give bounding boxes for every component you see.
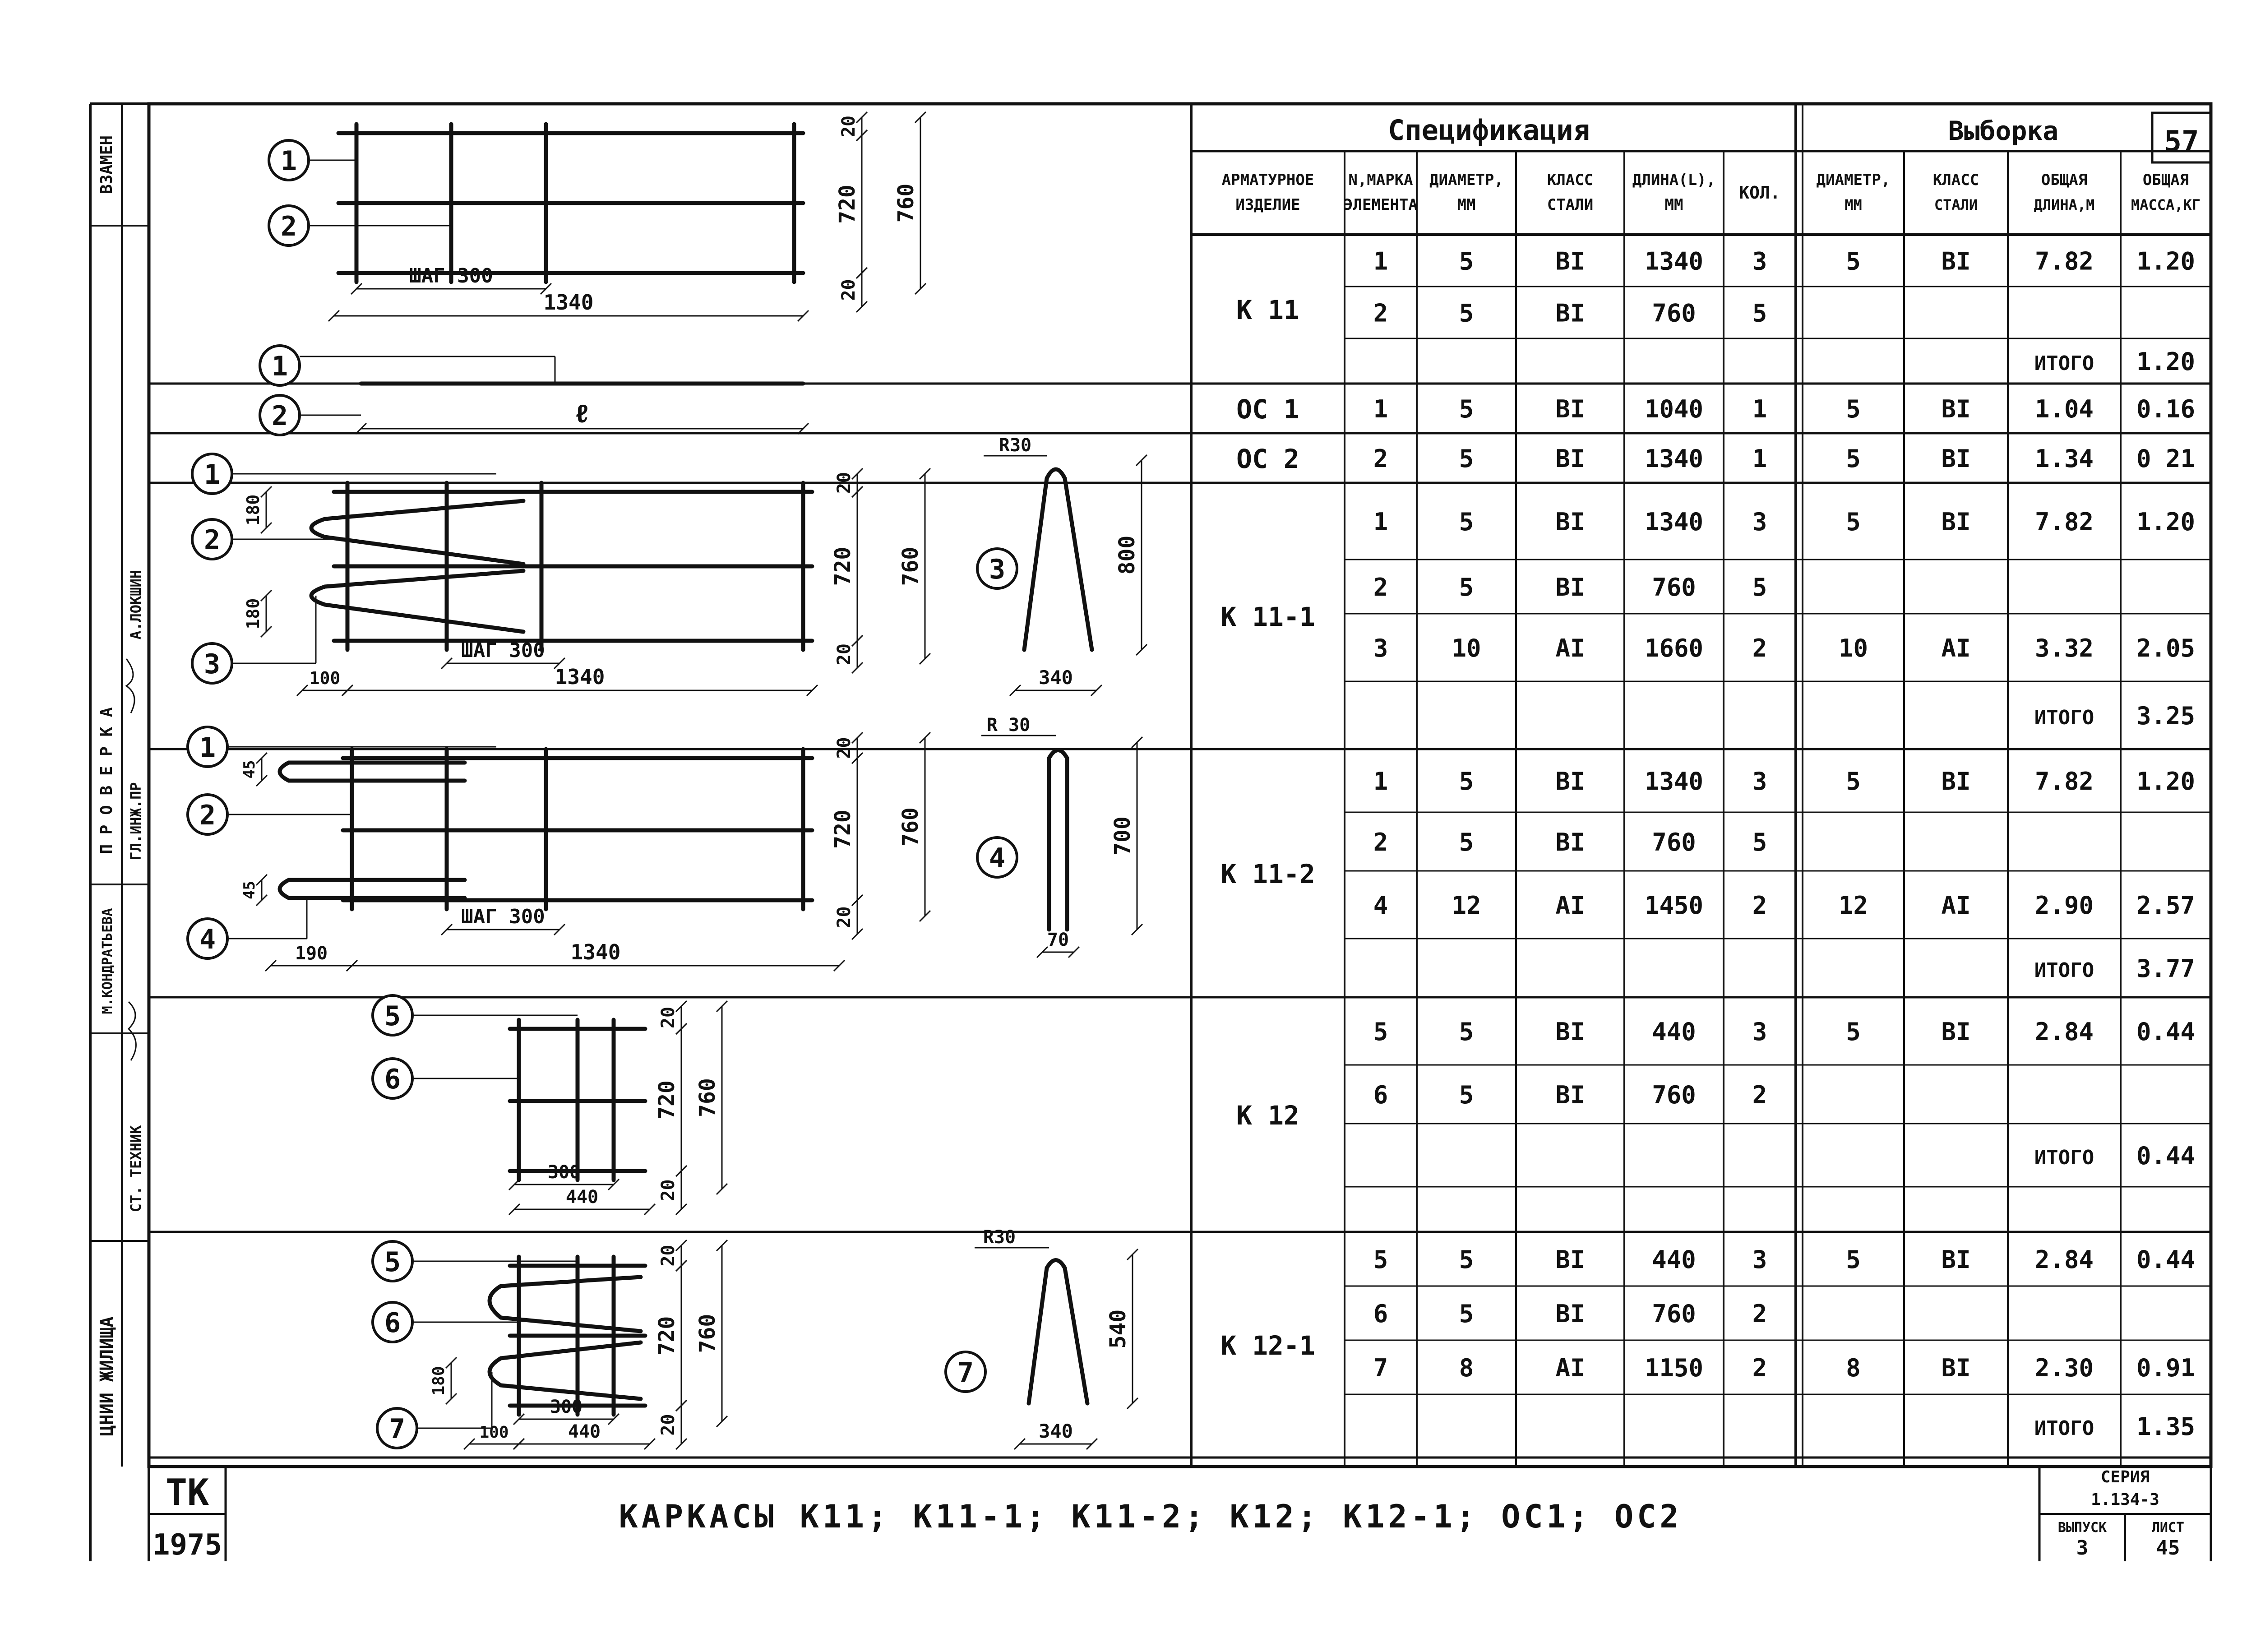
vyborka-header: ДИАМЕТР, [1816,171,1891,189]
sheet-title: КАРКАСЫ К11; К11-1; К11-2; К12; К12-1; ОС1; ОС2 [619,1498,1683,1535]
cell-d: 10 [1452,634,1481,662]
cell-smass: 0.44 [2136,1245,2196,1274]
k111-dim-step: ШАГ 300 [461,639,545,662]
cell-qty: 1 [1752,444,1767,473]
k112-dim-len: 1340 [570,940,621,964]
k121-hook-top [490,1277,641,1331]
cell-qty: 3 [1752,1018,1767,1046]
cell-smass: 1.35 [2136,1412,2196,1441]
k121-dim-300: 300 [550,1397,583,1417]
cell-smass: 1.20 [2136,347,2196,376]
cell-scls: BI [1941,247,1971,276]
cell-d: 5 [1459,508,1474,536]
cell-smass: 2.57 [2136,891,2196,920]
os-marker-1: 1 [271,351,288,382]
cell-smass: 0.16 [2136,395,2196,423]
cell-slen: 2.90 [2034,891,2094,920]
sheet-frame [90,104,2211,1561]
cell-slen: ИТОГО [2034,706,2094,729]
k11-dim-step: ШАГ 300 [409,264,493,287]
cell-mark: 1 [1373,508,1388,536]
cell-len: 1150 [1644,1354,1704,1382]
cell-d: 8 [1459,1354,1474,1382]
cell-mark: 7 [1373,1354,1388,1382]
k11-dim-len: 1340 [543,290,594,315]
vypusk-label: ВЫПУСК [2057,1520,2107,1536]
cell-len: 760 [1652,573,1696,602]
k111-dim-720: 720 [830,546,855,586]
cell-d: 12 [1452,891,1481,920]
cell-sd: 10 [1838,634,1868,662]
k112-dim-760: 760 [898,807,923,847]
k111-dim-180a: 180 [243,494,263,526]
cell-qty: 1 [1752,395,1767,423]
seria-value: 1.134-3 [2091,1490,2159,1509]
cell-slen: 2.30 [2034,1354,2094,1382]
cell-cls: BI [1555,573,1585,602]
cell-len: 1040 [1644,395,1704,423]
vyborka-header: СТАЛИ [1934,196,1978,213]
cell-len: 1660 [1644,634,1704,662]
title-block [153,1468,2184,1562]
cell-mark: 4 [1373,891,1388,920]
cell-len: 760 [1652,1300,1696,1328]
cell-qty: 2 [1752,891,1767,920]
drawings-area [188,112,1147,1449]
k112-dim-20a: 20 [834,737,855,759]
cell-cls: BI [1555,299,1585,328]
k111-dim-180b: 180 [243,598,263,629]
spec-header: СТАЛИ [1547,196,1594,214]
item-label: К 11-1 [1220,602,1315,632]
cell-d: 5 [1459,395,1474,423]
k112-marker-4: 4 [199,924,216,955]
cell-mark: 2 [1373,444,1388,473]
k112-bent-bar-4 [1049,750,1067,930]
k111-dim-len: 1340 [555,665,605,689]
k121-dim-340: 340 [1039,1420,1073,1442]
cell-slen: 2.84 [2034,1018,2094,1046]
k112-bent-marker-4: 4 [989,842,1006,874]
vypusk-value: 3 [2076,1536,2089,1559]
seria-label: СЕРИЯ [2100,1468,2150,1486]
side-kondratieva: М.КОНДРАТЬЕВА [100,908,116,1014]
spec-header: N,МАРКА [1348,171,1413,189]
cell-sd: 5 [1846,444,1861,473]
k112-dim-70: 70 [1047,930,1069,950]
signature-tekhnik [129,1002,136,1060]
side-st-tekhnik: СТ. ТЕХНИК [127,1125,144,1212]
k111-bent-marker-3: 3 [989,554,1006,585]
cell-sd: 5 [1846,1245,1861,1274]
k112-hook-bot [280,880,465,898]
k112-dim-20b: 20 [834,906,855,928]
cell-d: 5 [1459,299,1474,328]
vyborka-header: ДЛИНА,М [2034,196,2095,213]
cell-qty: 2 [1752,634,1767,662]
spec-header: ДЛИНА(L), [1632,171,1716,189]
cell-mark: 6 [1373,1300,1388,1328]
cell-smass: 1.20 [2136,767,2196,796]
k11-dim-20a: 20 [838,115,859,138]
cell-smass: 0.44 [2136,1142,2196,1170]
cell-mark: 1 [1373,247,1388,276]
cell-d: 5 [1459,444,1474,473]
k11-dim-20b: 20 [838,279,859,301]
cell-slen: ИТОГО [2034,352,2094,375]
k111-dim-340: 340 [1039,666,1073,689]
cell-cls: BI [1555,247,1585,276]
cell-qty: 5 [1752,573,1767,602]
cell-d: 5 [1459,1018,1474,1046]
k121-dim-180: 180 [430,1366,448,1396]
item-label: К 11 [1236,295,1299,325]
cell-sd: 5 [1846,1018,1861,1046]
cell-cls: BI [1555,395,1585,423]
k121-dim-20a: 20 [658,1245,679,1267]
k11-marker-1: 1 [280,145,297,177]
year-label: 1975 [152,1528,222,1562]
spec-header: ДИАМЕТР, [1429,171,1503,189]
k12-marker-6: 6 [384,1064,401,1095]
cell-len: 760 [1652,828,1696,856]
k111-dim-800: 800 [1114,535,1140,575]
cell-cls: BI [1555,444,1585,473]
cell-qty: 3 [1752,767,1767,796]
cell-len: 440 [1652,1245,1696,1274]
k111-dim-20a: 20 [834,472,855,494]
k121-bent-marker-7: 7 [957,1357,974,1388]
cell-mark: 2 [1373,828,1388,856]
vyborka-header: КЛАСС [1932,171,1979,189]
k111-dim-760: 760 [898,546,923,586]
k121-hook-bot [490,1342,641,1399]
vyborka-header: ОБЩАЯ [2142,171,2189,189]
k111-dim-20b: 20 [834,643,855,666]
spec-header: ИЗДЕЛИЕ [1235,196,1300,214]
cell-sd: 5 [1846,247,1861,276]
cell-d: 5 [1459,1300,1474,1328]
spec-header: ММ [1457,196,1476,214]
k11-marker-2: 2 [280,211,297,242]
cell-scls: BI [1941,767,1971,796]
cell-sd: 5 [1846,767,1861,796]
k112-hook-top [280,763,465,781]
cell-cls: BI [1555,508,1585,536]
k12-dim-440: 440 [565,1187,599,1208]
cell-len: 1450 [1644,891,1704,920]
cell-len: 1340 [1644,508,1704,536]
cell-qty: 5 [1752,299,1767,328]
cell-smass: 0.91 [2136,1354,2196,1382]
cell-len: 1340 [1644,444,1704,473]
cell-scls: BI [1941,1354,1971,1382]
list-label: ЛИСТ [2151,1520,2185,1536]
cell-mark: 1 [1373,767,1388,796]
signature-proverka [126,659,134,713]
cell-mark: 1 [1373,395,1388,423]
cell-qty: 2 [1752,1354,1767,1382]
k112-radius: R 30 [986,715,1031,736]
cell-len: 1340 [1644,247,1704,276]
k112-dim-45a: 45 [240,760,259,779]
k111-hook-top [311,501,523,564]
cell-scls: BI [1941,1018,1971,1046]
sheet-number: 57 [2164,125,2199,158]
k121-dim-540: 540 [1105,1309,1131,1349]
cell-qty: 2 [1752,1081,1767,1109]
cell-cls: AI [1555,891,1585,920]
cell-smass: 3.25 [2136,702,2196,730]
cell-mark: 5 [1373,1245,1388,1274]
cell-sd: 8 [1846,1354,1861,1382]
k121-dim-100: 100 [479,1423,509,1442]
cell-cls: BI [1555,1018,1585,1046]
spec-header: АРМАТУРНОЕ [1221,171,1314,189]
spec-header: КОЛ. [1739,183,1780,203]
side-stamp [90,135,149,1436]
cell-sd: 12 [1838,891,1868,920]
k121-dim-720: 720 [654,1316,680,1356]
item-label: ОС 1 [1236,394,1299,425]
k111-marker-3: 3 [203,648,221,680]
k112-dim-720: 720 [830,810,855,849]
k111-marker-1: 1 [203,459,221,491]
cell-len: 440 [1652,1018,1696,1046]
cell-scls: AI [1941,634,1971,662]
cell-smass: 1.20 [2136,247,2196,276]
cell-d: 5 [1459,573,1474,602]
cell-qty: 3 [1752,247,1767,276]
cell-qty: 5 [1752,828,1767,856]
cell-sd: 5 [1846,508,1861,536]
cell-slen: 7.82 [2034,508,2094,536]
cell-mark: 2 [1373,299,1388,328]
cell-mark: 2 [1373,573,1388,602]
k121-marker-5: 5 [384,1246,401,1278]
k121-dim-760: 760 [695,1314,720,1353]
k12-dim-300: 300 [547,1162,581,1183]
cell-slen: 7.82 [2034,247,2094,276]
cell-d: 5 [1459,1245,1474,1274]
k11-dim-760: 760 [893,183,919,223]
cell-slen: 1.04 [2034,395,2094,423]
cell-qty: 3 [1752,1245,1767,1274]
spec-header: ЭЛЕМЕНТА [1344,196,1418,214]
k111-marker-2: 2 [203,524,221,556]
k111-bent-bar-3 [1024,469,1092,650]
k12-dim-760: 760 [695,1078,720,1117]
k121-marker-7: 7 [388,1413,406,1445]
cell-slen: 1.34 [2034,444,2094,473]
k121-dim-20b: 20 [658,1414,679,1436]
k111-dim-100: 100 [309,668,341,688]
cell-qty: 3 [1752,508,1767,536]
cell-d: 5 [1459,828,1474,856]
cell-cls: BI [1555,828,1585,856]
k121-radius: R30 [983,1227,1016,1248]
cell-slen: ИТОГО [2034,1146,2094,1169]
cell-smass: 2.05 [2136,634,2196,662]
cell-cls: BI [1555,1300,1585,1328]
spec-header: КЛАСС [1547,171,1594,189]
cell-smass: 0.44 [2136,1018,2196,1046]
k112-marker-1: 1 [199,732,216,764]
side-gl-inzh: ГЛ.ИНЖ.ПР [127,782,144,861]
cell-slen: ИТОГО [2034,959,2094,982]
vyborka-header: ОБЩАЯ [2041,171,2088,189]
list-value: 45 [2156,1536,2180,1559]
os-dim-len: ℓ [574,399,590,429]
cell-scls: BI [1941,508,1971,536]
cell-mark: 3 [1373,634,1388,662]
k11-dim-720: 720 [835,185,860,224]
k111-radius: R30 [999,435,1032,456]
k112-dim-step: ШАГ 300 [461,905,545,928]
k121-bent-bar-7 [1029,1260,1087,1404]
k12-dim-720: 720 [654,1080,680,1120]
cell-mark: 6 [1373,1081,1388,1109]
k112-dim-45b: 45 [240,881,259,899]
vyborka-title: Выборка [1948,116,2059,146]
tk-label: ТК [165,1472,209,1513]
side-lokshin: А.ЛОКШИН [127,569,144,640]
cell-scls: BI [1941,1245,1971,1274]
cell-d: 5 [1459,1081,1474,1109]
cell-cls: AI [1555,1354,1585,1382]
cell-slen: 3.32 [2034,634,2094,662]
cell-cls: BI [1555,1245,1585,1274]
k12-marker-5: 5 [384,1000,401,1032]
cell-cls: AI [1555,634,1585,662]
cell-mark: 5 [1373,1018,1388,1046]
spec-header: ММ [1664,196,1683,214]
cell-scls: AI [1941,891,1971,920]
cell-slen: 2.84 [2034,1245,2094,1274]
cell-scls: BI [1941,395,1971,423]
cell-slen: ИТОГО [2034,1417,2094,1440]
k112-dim-190: 190 [295,943,328,964]
spec-table [149,104,2211,1467]
item-label: К 11-2 [1220,859,1315,889]
cell-len: 760 [1652,299,1696,328]
vyborka-header: МАССА,КГ [2131,196,2201,213]
cell-d: 5 [1459,767,1474,796]
cell-slen: 7.82 [2034,767,2094,796]
item-label: К 12 [1236,1100,1299,1131]
side-proverka: П Р О В Е Р К А [97,707,116,854]
k111-hook-bot [311,571,523,632]
cell-smass: 1.20 [2136,508,2196,536]
item-label: ОС 2 [1236,444,1299,474]
k112-dim-700: 700 [1110,816,1135,856]
cell-len: 1340 [1644,767,1704,796]
k121-dim-440: 440 [568,1421,601,1442]
cell-cls: BI [1555,767,1585,796]
cell-d: 5 [1459,247,1474,276]
side-zhilishcha: ЦНИИ ЖИЛИЩА [97,1316,117,1436]
item-label: К 12-1 [1220,1330,1315,1361]
vyborka-header: ММ [1845,196,1862,213]
os-marker-2: 2 [271,400,288,432]
k12-dim-20a: 20 [658,1006,679,1029]
side-vzamen: ВЗАМЕН [97,135,116,194]
k12-dim-20b: 20 [658,1179,679,1201]
k121-marker-6: 6 [384,1307,401,1339]
cell-qty: 2 [1752,1300,1767,1328]
cell-smass: 0 21 [2136,444,2196,473]
cell-sd: 5 [1846,395,1861,423]
spec-title: Спецификация [1388,114,1590,147]
k112-marker-2: 2 [199,800,216,831]
cell-scls: BI [1941,444,1971,473]
cell-len: 760 [1652,1081,1696,1109]
cell-smass: 3.77 [2136,954,2196,983]
cell-cls: BI [1555,1081,1585,1109]
